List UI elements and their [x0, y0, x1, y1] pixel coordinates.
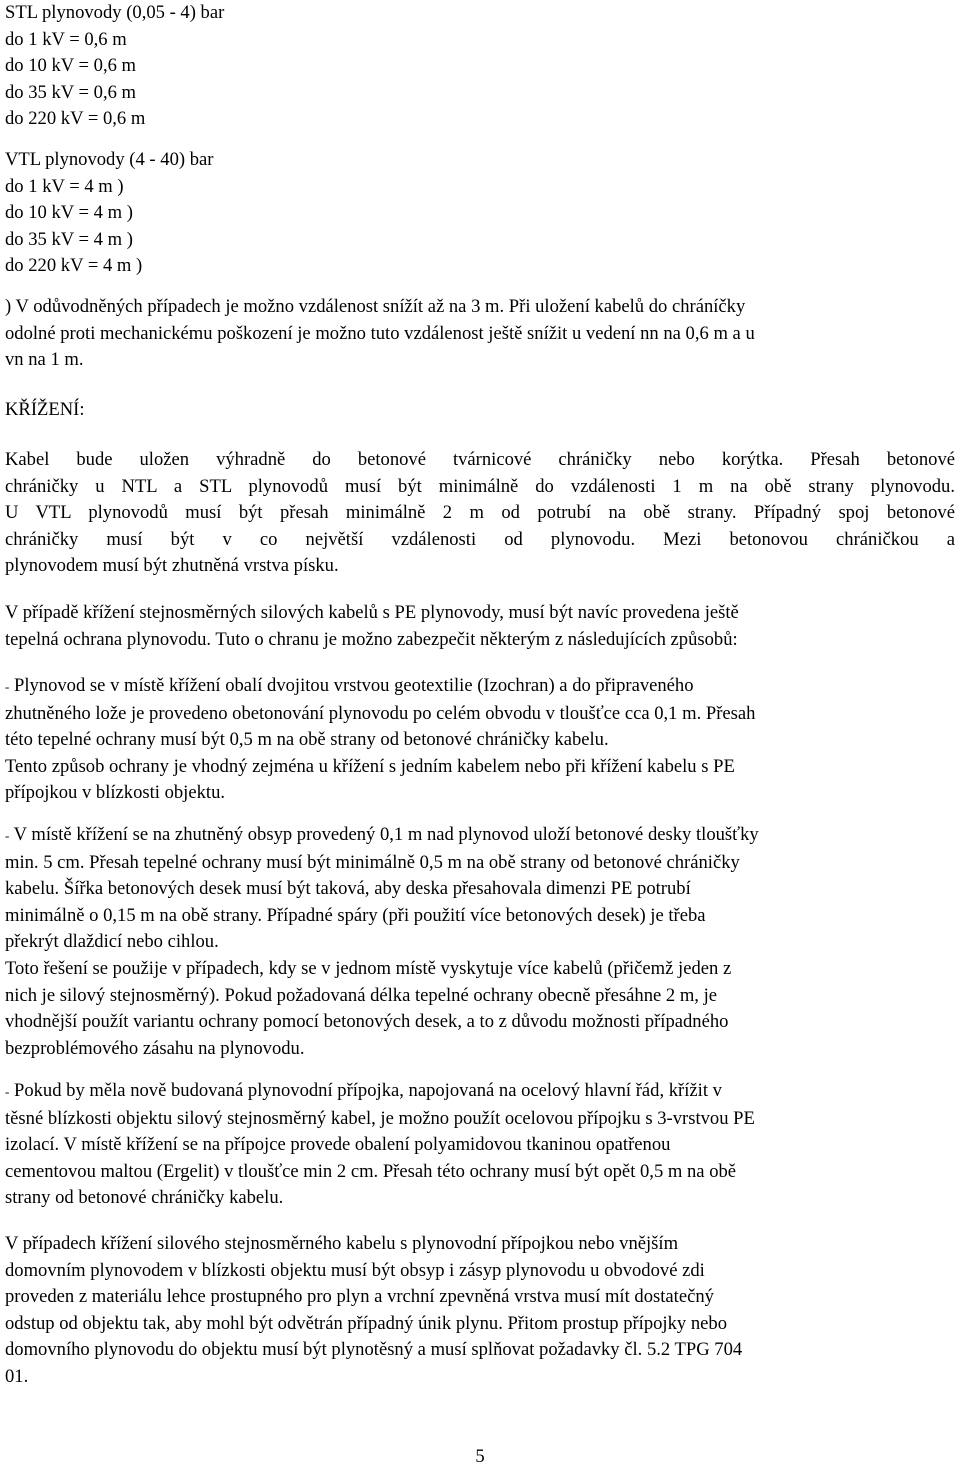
paragraph-line: chráničky u NTL a STL plynovodů musí být minimálně do vzdálenosti 1 m na obě strany plynovodu.	[5, 475, 955, 497]
list-dash: -	[5, 828, 10, 843]
paragraph-line: U VTL plynovodů musí být přesah minimálně 2 m od potrubí na obě strany. Případný spoj betonové	[5, 502, 955, 524]
paragraph-line: nich je silový stejnosměrný). Pokud požadovaná délka tepelné ochrany obecně přesáhne 2 m, je	[5, 984, 718, 1006]
stl-row: do 1 kV = 0,6 m	[5, 28, 127, 50]
paragraph-line: přípojkou v blízkosti objektu.	[5, 782, 226, 804]
vtl-row: do 220 kV = 4 m )	[5, 255, 143, 277]
vtl-spacing-list	[5, 147, 955, 280]
paragraph-line: cementovou maltou (Ergelit) v tloušťce min 2 cm. Přesah této ochrany musí být opět 0,5 m na obě	[5, 1160, 737, 1182]
paragraph-line: kabelu. Šířka betonových desek musí být taková, aby deska přesahovala dimenzi PE potrubí	[5, 878, 691, 900]
option-geotextile	[5, 673, 955, 807]
vtl-heading: VTL plynovody (4 - 40) bar	[5, 149, 214, 170]
paragraph-line: zhutněného lože je provedeno obetonování plynovodu po celém obvodu v tloušťce cca 0,1 m. Přesah	[5, 702, 756, 724]
paragraph-line: Tento způsob ochrany je vhodný zejména u křížení s jedním kabelem nebo při křížení kabelu s PE	[5, 755, 735, 777]
paragraph-line: odstup od objektu tak, aby mohl být odvětrán případný únik plynu. Přitom prostup přípojky nebo	[5, 1312, 727, 1334]
stl-spacing-list	[5, 0, 955, 133]
paragraph-line: ) V odůvodněných případech je možno vzdálenost snížít až na 3 m. Při uložení kabelů do chráníčky	[5, 296, 746, 317]
option-steel-connection	[5, 1078, 955, 1212]
option-concrete-slabs	[5, 822, 955, 1062]
paragraph-line: Kabel bude uložen výhradně do betonové tvárnicové chráničky nebo korýtka. Přesah betonové	[5, 449, 955, 470]
vtl-row: do 10 kV = 4 m )	[5, 202, 133, 224]
stl-row: do 10 kV = 0,6 m	[5, 55, 137, 77]
paragraph-line: odolné proti mechanickému poškození je možno tuto vzdálenost ještě snížit u vedení nn na 0,6 m a u	[5, 322, 755, 344]
stl-row: do 220 kV = 0,6 m	[5, 108, 146, 130]
paragraph-line: izolací. V místě křížení se na přípojce provede obalení polyamidovou tkaninou opatřenou	[5, 1134, 671, 1156]
vtl-row: do 35 kV = 4 m )	[5, 228, 133, 250]
paragraph-line: - Pokud by měla nově budovaná plynovodní přípojka, napojovaná na ocelový hlavní řád, křížit v	[5, 1080, 722, 1101]
paragraph-line: těsné blízkosti objektu silový stejnosměrný kabel, je možno použít ocelovou přípojku s 3-vrstvou PE	[5, 1107, 755, 1129]
paragraph-protective-duct	[5, 447, 955, 580]
list-dash: -	[5, 1084, 10, 1099]
paragraph-line: - Plynovod se v místě křížení obalí dvojitou vrstvou geotextilie (Izochran) a do připraveného	[5, 675, 694, 696]
paragraph-line: minimálně o 0,15 m na obě strany. Případné spáry (při použití více betonových desek) je třeba	[5, 904, 706, 926]
footnote-paragraph	[5, 294, 955, 374]
paragraph-line: domovního plynovodu do objektu musí být plynotěsný a musí splňovat požadavky čl. 5.2 TPG 704	[5, 1339, 743, 1361]
crossing-heading	[5, 397, 955, 424]
paragraph-line: strany od betonové chráničky kabelu.	[5, 1187, 284, 1209]
paragraph-line: této tepelné ochrany musí být 0,5 m na obě strany od betonové chráničky kabelu.	[5, 729, 609, 751]
paragraph-line: 01.	[5, 1365, 29, 1387]
paragraph-line: tepelná ochrana plynovodu. Tuto o chranu je možno zabezpečit některým z následujících způsobů:	[5, 628, 738, 650]
paragraph-line: překrýt dlaždicí nebo cihlou.	[5, 931, 219, 953]
paragraph-line: - V místě křížení se na zhutněný obsyp provedený 0,1 m nad plynovod uloží betonové desky tloušťky	[5, 824, 759, 845]
paragraph-line: min. 5 cm. Přesah tepelné ochrany musí být minimálně 0,5 m na obě strany od betonové chráničky	[5, 851, 740, 873]
paragraph-line: vhodnější použít variantu ochrany pomocí betonových desek, a to z důvodu možnosti případného	[5, 1011, 729, 1033]
paragraph-house-connection	[5, 1231, 955, 1391]
paragraph-line: chráničky musí být v co největší vzdálenosti od plynovodu. Mezi betonovou chráničkou a	[5, 528, 955, 550]
paragraph-line: bezproblémového zásahu na plynovodu.	[5, 1037, 305, 1059]
paragraph-line: Toto řešení se použije v případech, kdy se v jednom místě vyskytuje více kabelů (přičemž jeden z	[5, 957, 732, 979]
paragraph-thermal-protection	[5, 600, 955, 653]
vtl-row: do 1 kV = 4 m )	[5, 175, 124, 197]
paragraph-line: proveden z materiálu lehce prostupného pro plyn a vrchní zpevněná vrstva musí mít dostatečný	[5, 1286, 714, 1308]
paragraph-line: V případech křížení silového stejnosměrného kabelu s plynovodní přípojkou nebo vnějším	[5, 1233, 679, 1254]
paragraph-line: domovním plynovodem v blízkosti objektu musí být obsyp i zásyp plynovodu u obvodové zdi	[5, 1259, 705, 1281]
paragraph-line: plynovodem musí být zhutněná vrstva písku.	[5, 555, 339, 577]
stl-row: do 35 kV = 0,6 m	[5, 81, 137, 103]
page-number: 5	[475, 1446, 485, 1467]
paragraph-line: V případě křížení stejnosměrných silových kabelů s PE plynovody, musí být navíc provedena ještě	[5, 602, 739, 623]
list-dash: -	[5, 679, 10, 694]
section-heading: KŘÍŽENÍ:	[5, 399, 85, 420]
paragraph-line: vn na 1 m.	[5, 349, 84, 371]
stl-heading: STL plynovody (0,05 - 4) bar	[5, 2, 225, 23]
